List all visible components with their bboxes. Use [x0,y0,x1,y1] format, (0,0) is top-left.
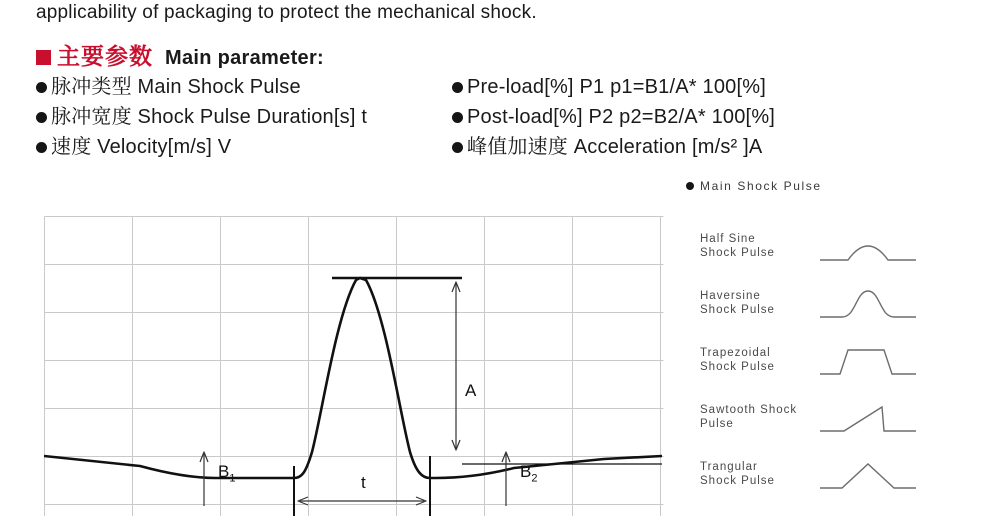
legend-item [700,289,1000,346]
bullet-icon [36,82,47,93]
bullet-icon [686,182,694,190]
trapezoidal-icon [818,344,918,385]
legend-item-label: Haversine Shock Pulse [700,290,775,316]
label-duration: t [361,473,366,492]
b2-arrow [502,452,510,506]
chart-graphic [44,216,664,516]
legend-item-label: Half Sine Shock Pulse [700,233,775,259]
intro-sentence: applicability of packaging to protect the mechanical shock. [36,2,537,23]
legend-item [700,232,1000,289]
label-b1: $B_1$ [218,462,236,485]
legend-title-label: Main Shock Pulse [700,179,822,193]
parameter-label: 脉冲类型 Main Shock Pulse [51,76,301,98]
parameter-label: Post-load[%] P2 p2=B2/A* 100[%] [467,106,776,128]
legend-title [686,179,822,193]
heading-english: Main parameter: [165,47,324,69]
legend-item [700,460,1000,517]
legend-item-label: Sawtooth Shock Pulse [700,404,798,430]
amplitude-arrow [452,282,460,450]
bullet-icon [452,112,463,123]
parameter-list-left [36,72,506,162]
bullet-icon [36,112,47,123]
legend-item-label: Trangular Shock Pulse [700,461,775,487]
bullet-icon [452,142,463,153]
pulse-curve [44,278,662,478]
parameter-label: 脉冲宽度 Shock Pulse Duration[s] t [51,106,368,128]
legend-list [700,232,1000,517]
parameter-label: Pre-load[%] P1 p1=B1/A* 100[%] [467,76,766,98]
legend-item-label: Trapezoidal Shock Pulse [700,347,775,373]
label-amplitude: A [465,381,477,400]
bullet-icon [36,142,47,153]
parameter-item [36,72,506,102]
triangular-icon [818,458,918,499]
shock-pulse-chart [44,216,664,516]
legend-item [700,346,1000,403]
parameter-item [452,132,972,162]
section-heading [36,38,324,71]
legend-item [700,403,1000,460]
sawtooth-icon [818,401,918,442]
parameter-item [452,72,972,102]
haversine-icon [818,287,918,328]
bullet-icon [452,82,463,93]
square-marker-icon [36,50,51,65]
parameter-list-right [452,72,972,162]
chart-grid [45,217,664,517]
parameter-label: 峰值加速度 Acceleration [m/s² ]A [467,136,763,158]
half-sine-icon [818,230,918,271]
parameter-item [36,132,506,162]
label-b2: $B_2$ [520,462,538,485]
parameter-item [452,102,972,132]
heading-chinese: 主要参数 [57,43,153,69]
parameter-item [36,102,506,132]
duration-arrow [298,497,426,505]
parameter-label: 速度 Velocity[m/s] V [51,136,232,158]
